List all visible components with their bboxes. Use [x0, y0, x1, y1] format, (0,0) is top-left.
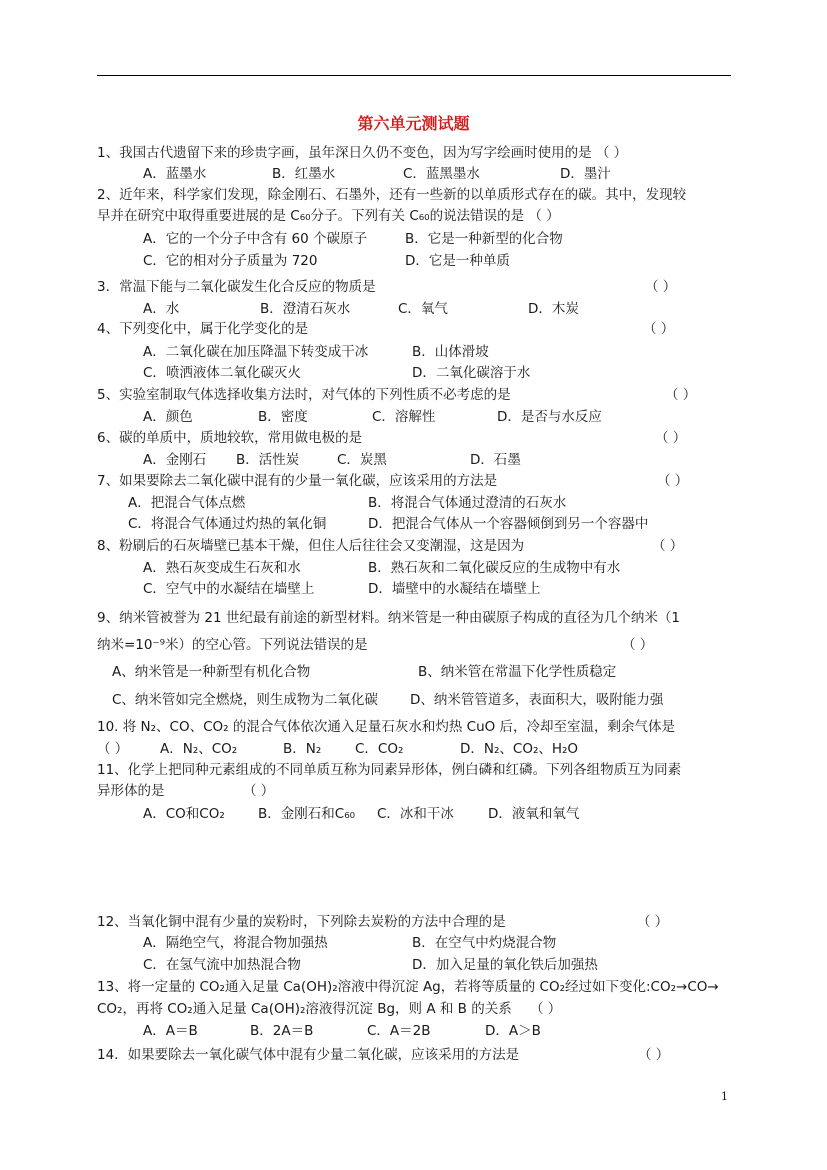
text-line: D．加入足量的氧化铁后加强热 — [412, 957, 598, 973]
text-line: 12、当氧化铜中混有少量的炭粉时，下列除去炭粉的方法中合理的是 — [97, 914, 506, 930]
page-number: 1 — [721, 1090, 728, 1103]
text-line: D．二氧化碳溶于水 — [412, 365, 531, 381]
text-line: 5、实验室制取气体选择收集方法时，对气体的下列性质不必考虑的是 — [97, 387, 511, 403]
text-line: A、纳米管是一种新型有机化合物 — [112, 664, 311, 680]
text-line: C．将混合气体通过灼热的氧化铜 — [128, 516, 327, 532]
text-line: A．蓝墨水 — [143, 166, 207, 182]
text-line: 4、下列变化中，属于化学变化的是 — [97, 321, 309, 337]
text-line: （ ） — [97, 741, 129, 757]
text-line: （ ） — [638, 1047, 670, 1063]
text-line: A．水 — [143, 301, 180, 317]
text-line: （ ） — [637, 914, 669, 930]
text-line: C．A＝2B — [367, 1023, 431, 1039]
text-line: D．A＞B — [485, 1023, 541, 1039]
text-line: 7、如果要除去二氧化碳中混有的少量一氧化碳，应该采用的方法是 — [97, 473, 498, 489]
text-line: B．2A＝B — [250, 1023, 314, 1039]
text-line: D．是否与水反应 — [497, 409, 602, 425]
text-line: A．颜色 — [143, 409, 193, 425]
text-line: A．A＝B — [143, 1023, 198, 1039]
text-line: （ ） — [622, 637, 654, 653]
text-line: A．它的一个分子中含有 60 个碳原子 — [143, 231, 367, 247]
text-line: 2、近年来，科学家们发现，除金刚石、石墨外，还有一些新的以单质形式存在的碳。其中，发现较 — [97, 187, 687, 203]
text-line: （ ） — [243, 783, 275, 799]
text-line: （ ） — [652, 538, 684, 554]
text-line: 14．如果要除去一氧化碳气体中混有少量二氧化碳，应该采用的方法是 — [97, 1047, 520, 1063]
text-line: C．喷洒液体二氧化碳灭火 — [143, 365, 301, 381]
text-line: 3．常温下能与二氧化碳发生化合反应的物质是 — [97, 279, 376, 295]
text-line: 早并在研究中取得重要进展的是 C₆₀分子。下列有关 C₆₀的说法错误的是 （ ） — [97, 208, 560, 224]
text-line: B、纳米管在常温下化学性质稳定 — [418, 664, 617, 680]
text-line: 异形体的是 — [97, 783, 165, 799]
text-line: B．澄清石灰水 — [260, 301, 351, 317]
text-line: A．把混合气体点燃 — [128, 495, 246, 511]
text-line: A．金刚石 — [143, 452, 207, 468]
text-line: C．溶解性 — [372, 409, 436, 425]
text-line: C、纳米管如完全燃烧，则生成物为二氧化碳 — [112, 692, 378, 708]
text-line: B．山体滑坡 — [412, 344, 489, 360]
page-title: 第六单元测试题 — [357, 114, 470, 133]
text-line: D．把混合气体从一个容器倾倒到另一个容器中 — [368, 516, 649, 532]
text-line: B．密度 — [258, 409, 308, 425]
text-line: D．石墨 — [470, 452, 521, 468]
text-line: 10. 将 N₂、CO、CO₂ 的混合气体依次通入足量石灰水和灼热 CuO 后，冷却至室温，剩余气体是 — [97, 719, 676, 735]
text-line: D．液氧和氧气 — [488, 806, 580, 822]
text-line: B．在空气中灼烧混合物 — [412, 935, 557, 951]
text-line: B．它是一种新型的化合物 — [405, 231, 563, 247]
text-line: 6、碳的单质中，质地较软，常用做电极的是 — [97, 430, 363, 446]
text-line: （ ） — [657, 473, 689, 489]
text-line: C．在氢气流中加热混合物 — [143, 957, 301, 973]
header-rule — [97, 75, 731, 76]
text-line: （ ） — [643, 321, 675, 337]
text-line: 9、纳米管被誉为 21 世纪最有前途的新型材料。纳米管是一种由碳原子构成的直径为几个纳米（1 — [97, 610, 680, 626]
text-line: C．蓝黑墨水 — [403, 166, 480, 182]
text-line: C．它的相对分子质量为 720 — [143, 253, 318, 269]
text-line: D．墙壁中的水凝结在墙壁上 — [368, 581, 541, 597]
text-line: B．将混合气体通过澄清的石灰水 — [368, 495, 567, 511]
text-line: C．CO₂ — [355, 741, 404, 757]
text-line: C．空气中的水凝结在墙壁上 — [143, 581, 315, 597]
text-line: D．N₂、CO₂、H₂O — [460, 741, 579, 757]
text-line: B．红墨水 — [272, 166, 336, 182]
text-line: C．氧气 — [398, 301, 448, 317]
text-line: 1、我国古代遗留下来的珍贵字画，虽年深日久仍不变色，因为写字绘画时使用的是 （ ） — [97, 145, 628, 161]
text-line: CO₂，再将 CO₂通入足量 Ca(OH)₂溶液得沉淀 Bg，则 A 和 B 的关系 — [97, 1001, 512, 1017]
text-line: D．墨汁 — [560, 166, 611, 182]
text-line: 13、将一定量的 CO₂通入足量 Ca(OH)₂溶液中得沉淀 Ag，若将等质量的 CO₂经过如下变化:CO₂→CO→ — [97, 979, 719, 995]
text-line: （ ） — [665, 387, 697, 403]
text-line: A．N₂、CO₂ — [160, 741, 238, 757]
text-line: 11、化学上把同种元素组成的不同单质互称为同素异形体，例白磷和红磷。下列各组物质互为同素 — [97, 762, 682, 778]
text-line: D．木炭 — [528, 301, 579, 317]
text-line: （ ） — [645, 279, 677, 295]
text-line: C．冰和干冰 — [377, 806, 454, 822]
text-line: （ ） — [655, 430, 687, 446]
text-line: C．炭黑 — [337, 452, 387, 468]
text-line: A．CO和CO₂ — [143, 806, 225, 822]
text-line: A．熟石灰变成生石灰和水 — [143, 560, 301, 576]
text-line: B．活性炭 — [236, 452, 300, 468]
text-line: D．它是一种单质 — [405, 253, 510, 269]
text-line: B．金刚石和C₆₀ — [258, 806, 356, 822]
text-line: A．隔绝空气，将混合物加强热 — [143, 935, 328, 951]
text-line: D、纳米管管道多，表面积大，吸附能力强 — [410, 692, 664, 708]
text-line: （ ） — [530, 1001, 562, 1017]
text-line: B．N₂ — [283, 741, 322, 757]
text-line: 8、粉刷后的石灰墙壁已基本干燥，但住人后往往会又变潮湿，这是因为 — [97, 538, 525, 554]
text-line: A．二氧化碳在加压降温下转变成干冰 — [143, 344, 369, 360]
text-line: 纳米=10⁻⁹米）的空心管。下列说法错误的是 — [97, 637, 368, 653]
text-line: B．熟石灰和二氧化碳反应的生成物中有水 — [368, 560, 621, 576]
